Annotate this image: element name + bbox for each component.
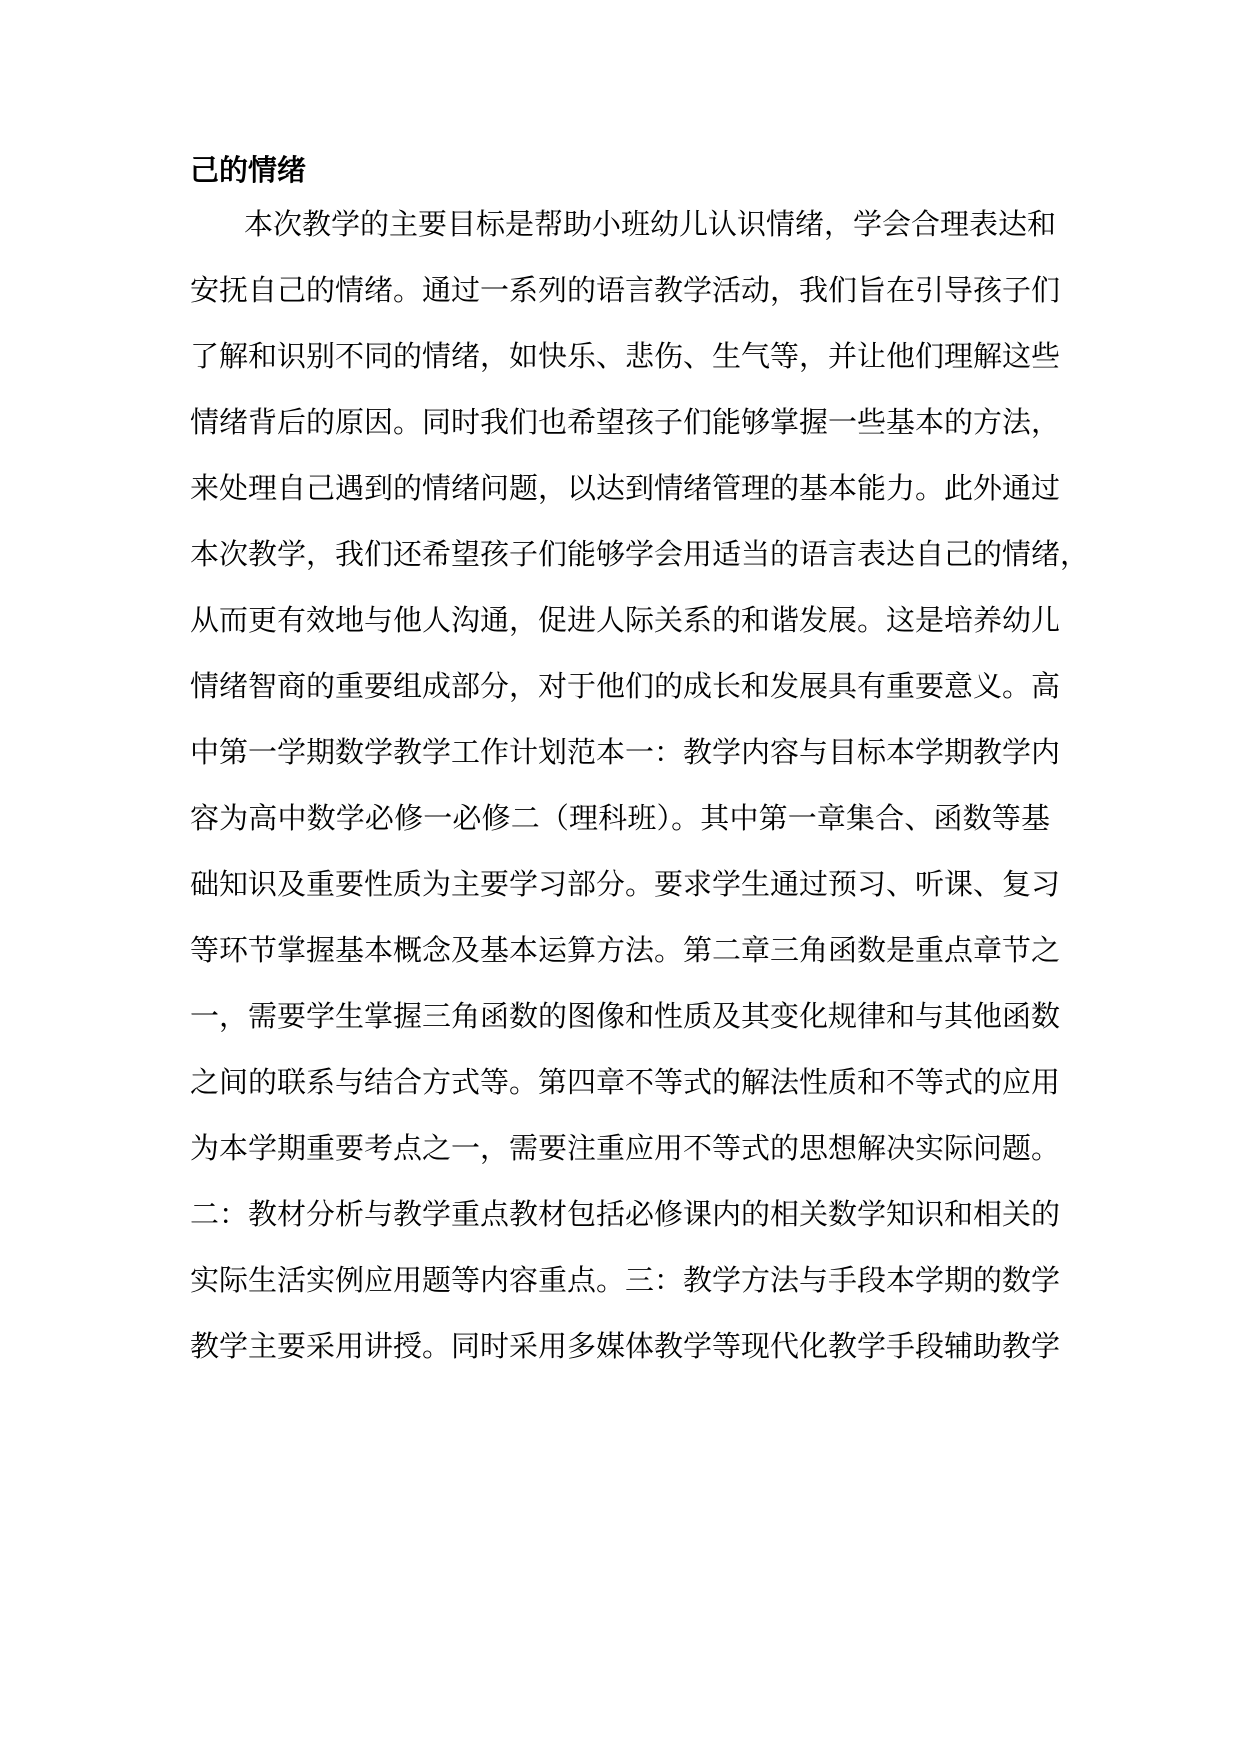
paragraph-line: 中第一学期数学教学工作计划范本一：教学内容与目标本学期教学内 [190,735,1061,769]
paragraph-line: 之间的联系与结合方式等。第四章不等式的解法性质和不等式的应用 [190,1065,1061,1099]
paragraph-line: 等环节掌握基本概念及基本运算方法。第二章三角函数是重点章节之 [190,933,1061,967]
paragraph-line: 容为高中数学必修一必修二（理科班）。其中第一章集合、函数等基 [190,801,1050,835]
paragraph-line: 为本学期重要考点之一，需要注重应用不等式的思想解决实际问题。 [190,1131,1061,1165]
paragraph-line: 本次教学的主要目标是帮助小班幼儿认识情绪，学会合理表达和 [244,207,1057,241]
paragraph-line: 础知识及重要性质为主要学习部分。要求学生通过预习、听课、复习 [190,867,1061,901]
paragraph-line: 情绪背后的原因。同时我们也希望孩子们能够掌握一些基本的方法， [190,405,1061,439]
paragraph-line: 本次教学，我们还希望孩子们能够学会用适当的语言表达自己的情绪， [190,537,1090,571]
paragraph-line: 教学主要采用讲授。同时采用多媒体教学等现代化教学手段辅助教学 [190,1329,1061,1363]
paragraph-line: 二：教材分析与教学重点教材包括必修课内的相关数学知识和相关的 [190,1197,1061,1231]
paragraph-line: 了解和识别不同的情绪，如快乐、悲伤、生气等，并让他们理解这些 [190,339,1061,373]
paragraph-line: 从而更有效地与他人沟通，促进人际关系的和谐发展。这是培养幼儿 [190,603,1061,637]
paragraph-line: 实际生活实例应用题等内容重点。三：教学方法与手段本学期的数学 [190,1263,1061,1297]
paragraph-line: 情绪智商的重要组成部分，对于他们的成长和发展具有重要意义。高 [190,669,1061,703]
paragraph-line: 安抚自己的情绪。通过一系列的语言教学活动，我们旨在引导孩子们 [190,273,1061,307]
paragraph-line: 来处理自己遇到的情绪问题，以达到情绪管理的基本能力。此外通过 [190,471,1061,505]
paragraph-line: 一，需要学生掌握三角函数的图像和性质及其变化规律和与其他函数 [190,999,1061,1033]
section-heading: 己的情绪 [190,153,307,187]
